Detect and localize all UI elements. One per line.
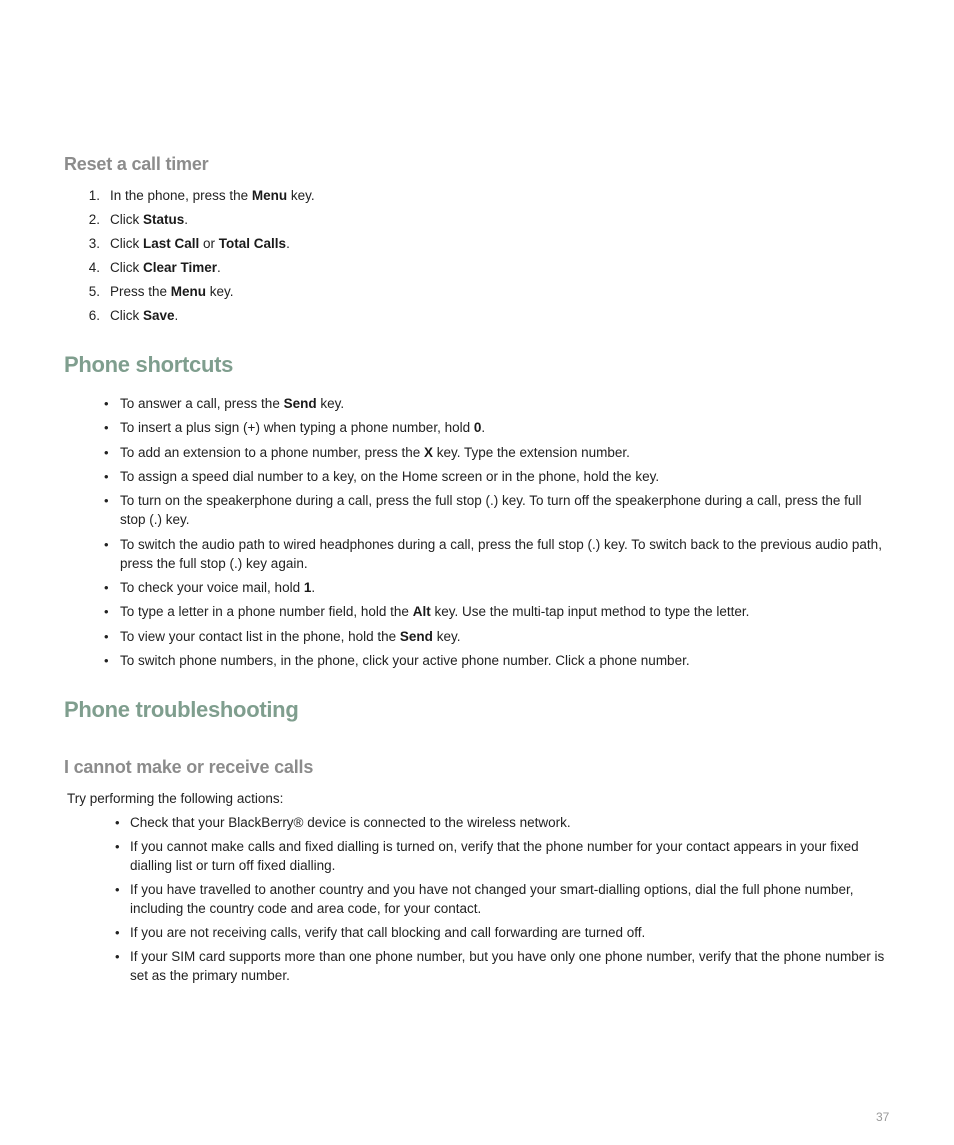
step-text: key. — [287, 188, 315, 203]
item-text: key. Use the multi-tap input method to type the letter. — [430, 604, 750, 619]
key-name: 1 — [303, 580, 312, 595]
item-text: stop (.) key. — [120, 512, 190, 527]
bullet: • — [115, 925, 120, 940]
key-name: Menu — [170, 284, 207, 299]
bullet: • — [115, 882, 120, 897]
step-text: . — [217, 260, 221, 275]
item-text: If you are not receiving calls, verify that call blocking and call forwarding are turned off. — [130, 925, 646, 940]
menu-item-name: Total Calls — [218, 236, 287, 251]
item-text: Check that your BlackBerry® device is connected to the wireless network. — [130, 815, 571, 830]
key-name: Menu — [251, 188, 288, 203]
step-number: 2. — [88, 212, 100, 227]
bullet: • — [104, 493, 109, 508]
menu-item-name: Status — [143, 212, 185, 227]
step-text: Press the — [110, 284, 171, 299]
item-text: To assign a speed dial number to a key, on the Home screen or in the phone, hold the key. — [120, 469, 660, 484]
bullet: • — [104, 445, 109, 460]
item-text: To view your contact list in the phone, hold the — [120, 629, 400, 644]
key-name: Send — [283, 396, 317, 411]
bullet: • — [104, 420, 109, 435]
item-text: set as the primary number. — [130, 968, 290, 983]
item-text: . — [481, 420, 486, 435]
step-text: Click — [110, 236, 143, 251]
step-number: 4. — [88, 260, 100, 275]
bullet: • — [104, 580, 109, 595]
bullet: • — [104, 396, 109, 411]
step-number: 6. — [88, 308, 100, 323]
item-text: If your SIM card supports more than one phone number, but you have only one phone number, verify that the phone number is — [130, 949, 885, 964]
intro-text: Try performing the following actions: — [67, 791, 284, 806]
item-text: To check your voice mail, hold — [120, 580, 304, 595]
item-text: key. — [316, 396, 345, 411]
item-text: To switch phone numbers, in the phone, click your active phone number. Click a phone number. — [120, 653, 690, 668]
step-text: In the phone, press the — [110, 188, 252, 203]
step-text: Click — [110, 212, 143, 227]
menu-item-name: Save — [143, 308, 175, 323]
heading-phone-shortcuts: Phone shortcuts — [64, 352, 234, 377]
item-text: dialling list or turn off fixed dialling. — [130, 858, 336, 873]
menu-item-name: Last Call — [143, 236, 200, 251]
item-text: If you cannot make calls and fixed dialling is turned on, verify that the phone number for your contact appears in your fixed — [130, 839, 859, 854]
item-text: press the full stop (.) key again. — [120, 556, 308, 571]
bullet: • — [104, 629, 109, 644]
item-text: key. — [432, 629, 461, 644]
bullet: • — [104, 469, 109, 484]
item-text: To add an extension to a phone number, press the — [120, 445, 424, 460]
heading-phone-troubleshooting: Phone troubleshooting — [64, 697, 299, 722]
bullet: • — [115, 949, 120, 964]
step-text: . — [174, 308, 179, 323]
step-number: 5. — [88, 284, 100, 299]
key-name: X — [423, 445, 433, 460]
item-text: If you have travelled to another country and you have not changed your smart-dialling options, dial the full phone number, — [130, 882, 854, 897]
step-text: Click — [110, 308, 143, 323]
bullet: • — [104, 604, 109, 619]
page-number: 37 — [876, 1110, 890, 1124]
item-text: . — [311, 580, 316, 595]
step-number: 3. — [88, 236, 100, 251]
item-text: To answer a call, press the — [120, 396, 284, 411]
item-text: To type a letter in a phone number field, hold the — [120, 604, 413, 619]
item-text: To turn on the speakerphone during a call, press the full stop (.) key. To turn off the speakerphone during a call, press the full — [120, 493, 862, 508]
bullet: • — [104, 537, 109, 552]
heading-reset-call-timer: Reset a call timer — [64, 154, 209, 174]
key-name: Send — [399, 629, 433, 644]
step-text: Click — [110, 260, 143, 275]
item-text: To insert a plus sign (+) when typing a phone number, hold — [120, 420, 474, 435]
step-text: . — [184, 212, 189, 227]
item-text: To switch the audio path to wired headphones during a call, press the full stop (.) key. To switch back to the previous audio path, — [120, 537, 882, 552]
bullet: • — [104, 653, 109, 668]
bullet: • — [115, 839, 120, 854]
heading-cannot-make-calls: I cannot make or receive calls — [64, 757, 314, 777]
menu-item-name: Clear Timer — [143, 260, 218, 275]
key-name: 0 — [473, 420, 482, 435]
bullet: • — [115, 815, 120, 830]
key-name: Alt — [412, 604, 431, 619]
step-number: 1. — [88, 188, 100, 203]
step-text: . — [286, 236, 290, 251]
step-text: key. — [206, 284, 234, 299]
item-text: key. Type the extension number. — [432, 445, 630, 460]
item-text: including the country code and area code, for your contact. — [130, 901, 482, 916]
step-text: or — [199, 236, 219, 251]
